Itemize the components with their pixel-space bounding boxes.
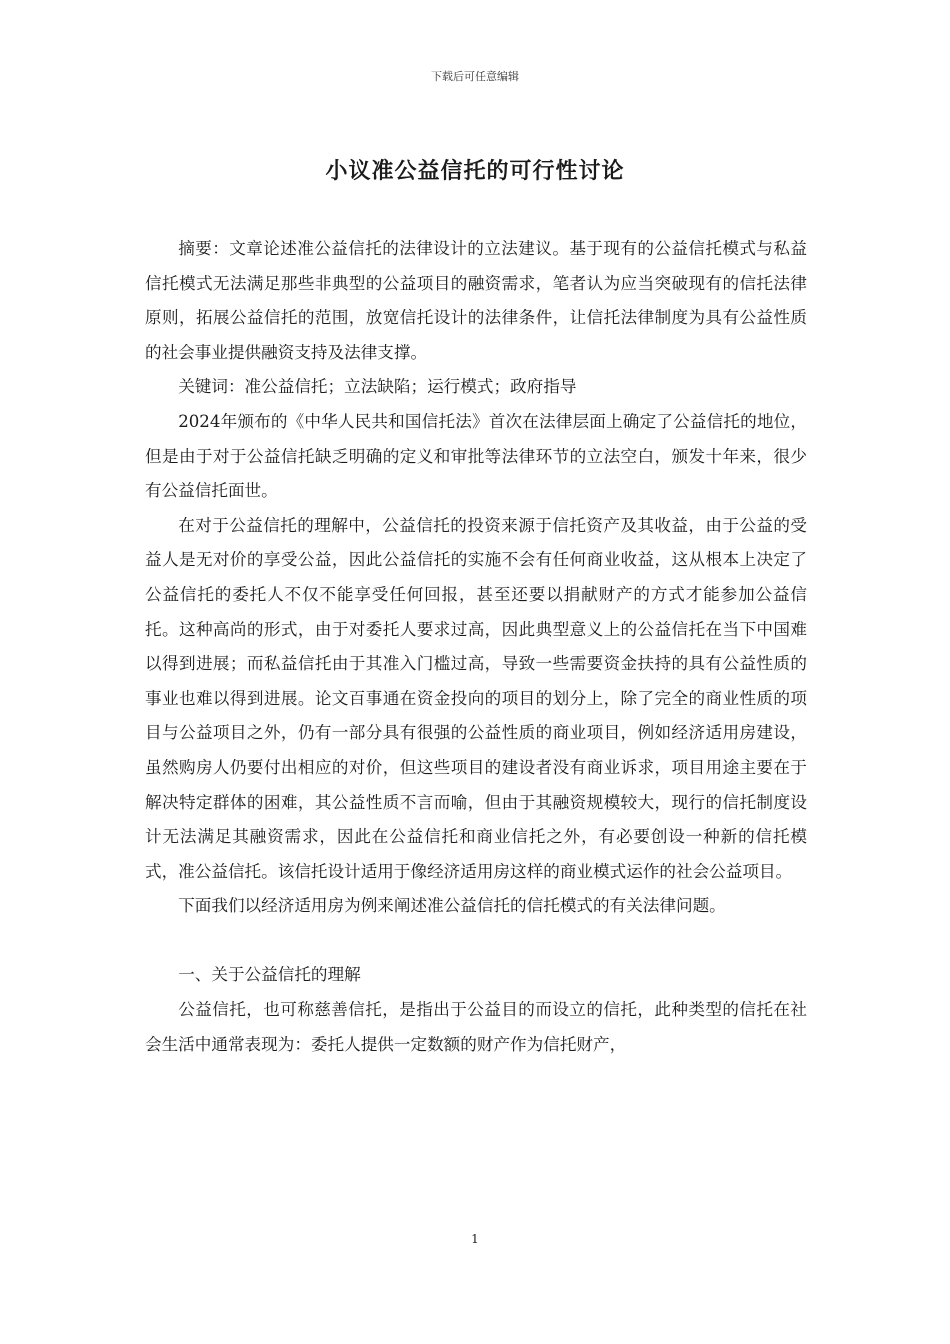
body-paragraph: 在对于公益信托的理解中，公益信托的投资来源于信托资产及其收益，由于公益的受益人是无对价的享受公益，因此公益信托的实施不会有任何商业收益，这从根本上决定了公益信托的委托人不仅不能享受任何回报，甚至还要以捐献财产的方式才能参加公益信托。这种高尚的形式，由于对委托人要求过高，因此典型意义上的公益信托在当下中国难以得到进展；而私益信托由于其准入门槛过高，导致一些需要资金扶持的具有公益性质的事业也难以得到进展。论文百事通在资金投向的项目的划分上，除了完全的商业性质的项目与公益项目之外，仍有一部分具有很强的公益性质的商业项目，例如经济适用房建设，虽然购房人仍要付出相应的对价，但这些项目的建设者没有商业诉求，项目用途主要在于解决特定群体的困难，其公益性质不言而喻，但由于其融资规模较大，现行的信托制度设计无法满足其融资需求，因此在公益信托和商业信托之外，有必要创设一种新的信托模式，准公益信托。该信托设计适用于像经济适用房这样的商业模式运作的社会公益项目。	[145, 515, 807, 881]
abstract-paragraph: 摘要：文章论述准公益信托的法律设计的立法建议。基于现有的公益信托模式与私益信托模式无法满足那些非典型的公益项目的融资需求，笔者认为应当突破现有的信托法律原则，拓展公益信托的范围，放宽信托设计的法律条件，让信托法律制度为具有公益性质的社会事业提供融资支持及法律支撑。	[145, 239, 807, 362]
section-heading: 一、关于公益信托的理解	[178, 965, 361, 985]
document-body	[145, 232, 807, 1062]
body-paragraph: 2024年颁布的《中华人民共和国信托法》首次在法律层面上确定了公益信托的地位，但是由于对于公益信托缺乏明确的定义和审批等法律环节的立法空白，颁发十年来，很少有公益信托面世。	[145, 411, 807, 501]
page-number: 1	[471, 1232, 479, 1246]
section-paragraph: 公益信托，也可称慈善信托，是指出于公益目的而设立的信托，此种类型的信托在社会生活中通常表现为：委托人提供一定数额的财产作为信托财产，	[145, 1000, 807, 1054]
header-note: 下载后可任意编辑	[431, 70, 519, 83]
document-title: 小议准公益信托的可行性讨论	[325, 158, 625, 184]
keywords-paragraph: 关键词：准公益信托；立法缺陷；运行模式；政府指导	[178, 377, 577, 397]
body-paragraph: 下面我们以经济适用房为例来阐述准公益信托的信托模式的有关法律问题。	[178, 896, 726, 916]
